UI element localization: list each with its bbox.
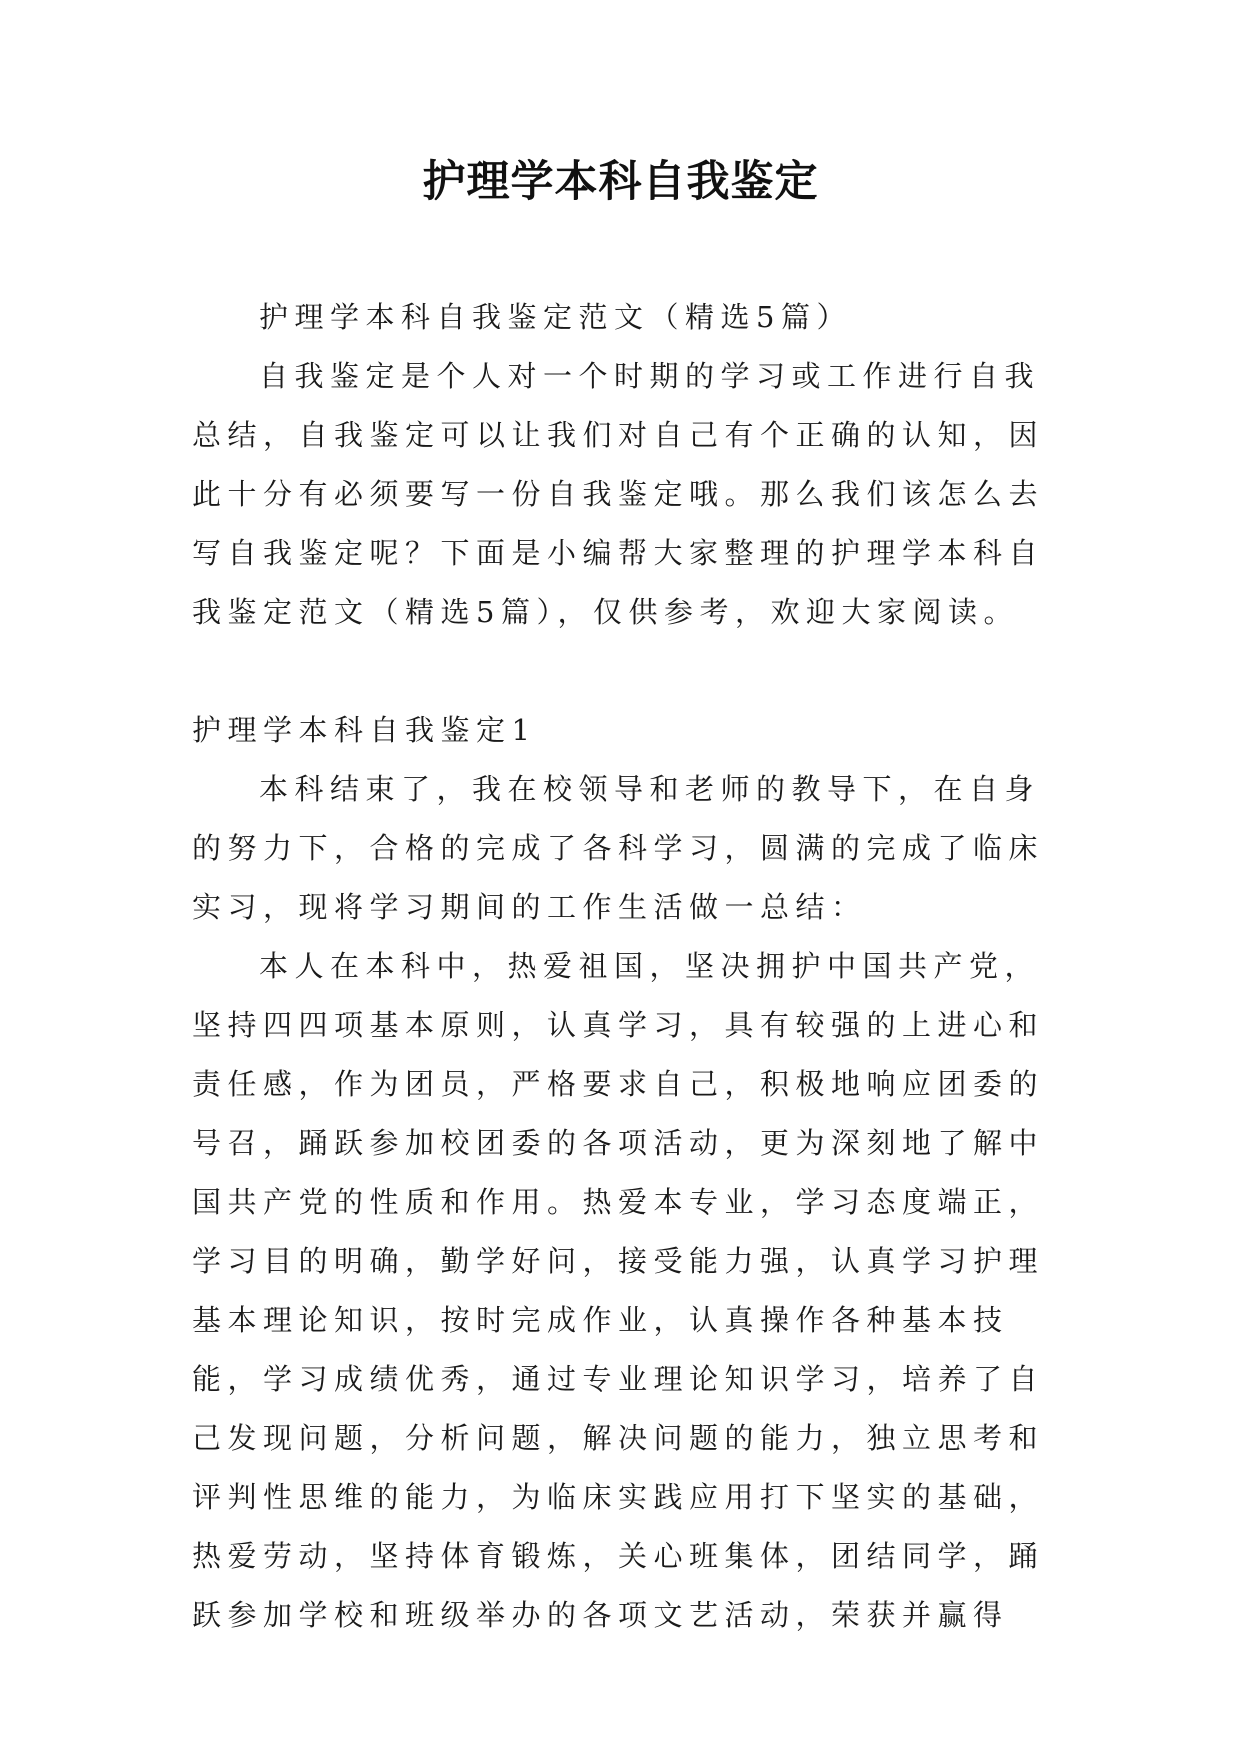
section-heading: 护理学本科自我鉴定1 (192, 713, 537, 747)
body-paragraph-1: 本科结束了，我在校领导和老师的教导下，在自身的努力下，合格的完成了各科学习，圆满的完成了临床实习，现将学习期间的工作生活做一总结： (192, 772, 1045, 924)
intro-paragraph: 自我鉴定是个人对一个时期的学习或工作进行自我总结，自我鉴定可以让我们对自己有个正确的认知，因此十分有必须要写一份自我鉴定哦。那么我们该怎么去写自我鉴定呢？下面是小编帮大家整理的护理学本科自我鉴定范文（精选5篇），仅供参考，欢迎大家阅读。 (192, 359, 1045, 629)
document-subtitle: 护理学本科自我鉴定范文（精选5篇） (259, 300, 852, 334)
document-title: 护理学本科自我鉴定 (422, 157, 819, 207)
paragraph-spacer (192, 642, 1062, 701)
body-paragraph-2: 本人在本科中，热爱祖国，坚决拥护中国共产党，坚持四四项基本原则，认真学习，具有较强的上进心和责任感，作为团员，严格要求自己，积极地响应团委的号召，踊跃参加校团委的各项活动，更为深刻地了解中国共产党的性质和作用。热爱本专业，学习态度端正，学习目的明确，勤学好问，接受能力强，认真学习护理基本理论知识，按时完成作业，认真操作各种基本技能，学习成绩优秀，通过专业理论知识学习，培养了自己发现问题，分析问题，解决问题的能力，独立思考和评判性思维的能力，为临床实践应用打下坚实的基础，热爱劳动，坚持体育锻炼，关心班集体，团结同学，踊跃参加学校和班级举办的各项文艺活动，荣获并赢得 (192, 949, 1045, 1632)
document-body (192, 288, 1062, 1645)
